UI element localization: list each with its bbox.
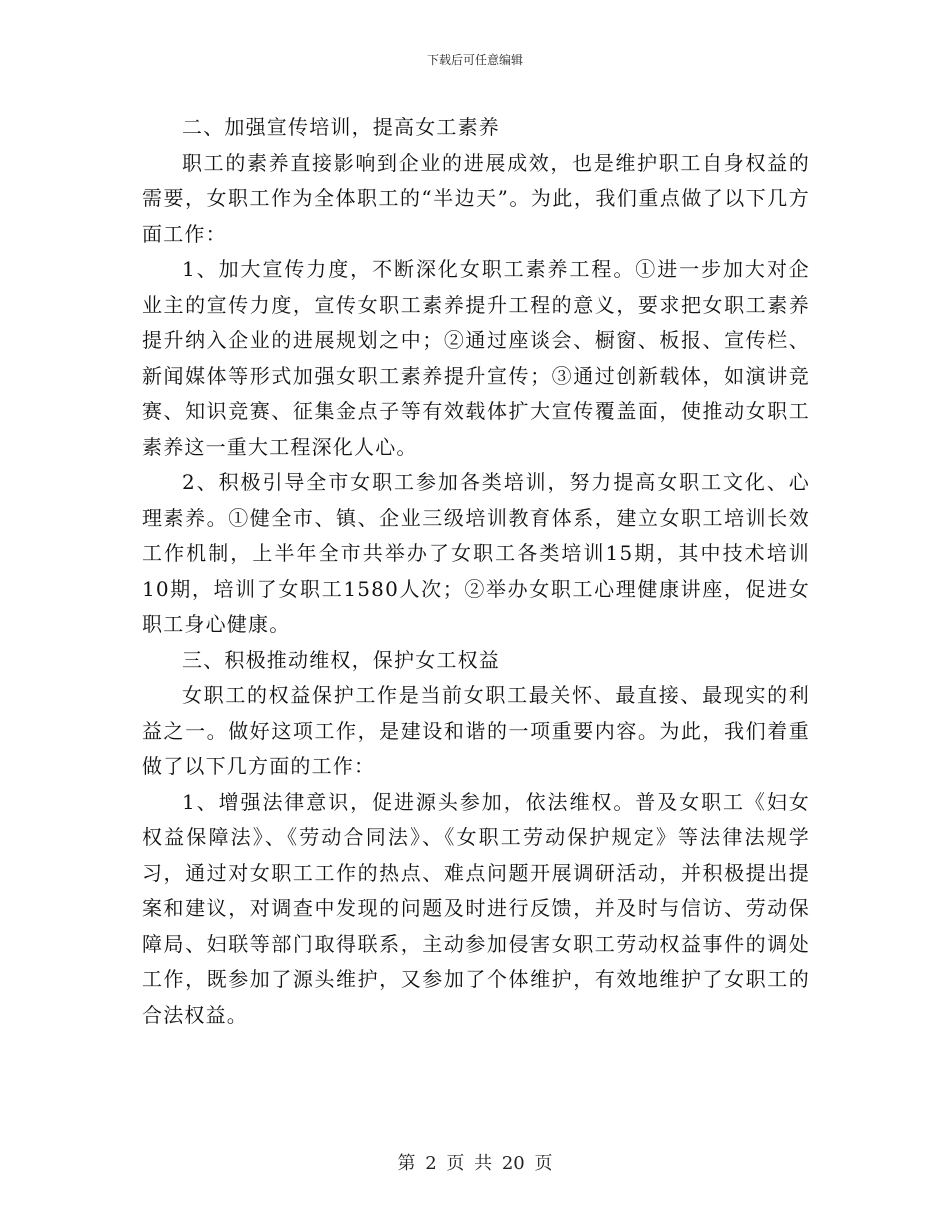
paragraph: 女职工的权益保护工作是当前女职工最关怀、最直接、最现实的利益之一。做好这项工作，是建设和谐的一项重要内容。为此，我们着重做了以下几方面的工作：	[142, 683, 810, 778]
paragraph: 2、积极引导全市女职工参加各类培训，努力提高女职工文化、心理素养。①健全市、镇、企业三级培训教育体系，建立女职工培训长效工作机制，上半年全市共举办了女职工各类培训15期，其中技术培训10期，培训了女职工1580人次；②举办女职工心理健康讲座，促进女职工身心健康。	[142, 470, 810, 636]
paragraph: 1、增强法律意识，促进源头参加，依法维权。普及女职工《妇女权益保障法》、《劳动合同法》、《女职工劳动保护规定》等法律法规学习，通过对女职工工作的热点、难点问题开展调研活动，并积极提出提案和建议，对调查中发现的问题及时进行反馈，并及时与信访、劳动保障局、妇联等部门取得联系，主动参加侵害女职工劳动权益事件的调处工作，既参加了源头维护，又参加了个体维护，有效地维护了女职工的合法权益。	[142, 789, 810, 1027]
document-body	[142, 110, 810, 1033]
paragraph: 1、加大宣传力度，不断深化女职工素养工程。①进一步加大对企业主的宣传力度，宣传女职工素养提升工程的意义，要求把女职工素养提升纳入企业的进展规划之中；②通过座谈会、橱窗、板报、宣传栏、新闻媒体等形式加强女职工素养提升宣传；③通过创新载体，如演讲竞赛、知识竞赛、征集金点子等有效载体扩大宣传覆盖面，使推动女职工素养这一重大工程深化人心。	[142, 257, 810, 459]
page-header: 下载后可任意编辑	[426, 53, 523, 67]
page-footer: 第 2 页 共 20 页	[397, 1153, 553, 1174]
paragraph: 职工的素养直接影响到企业的进展成效，也是维护职工自身权益的需要，女职工作为全体职工的“半边天”。为此，我们重点做了以下几方面工作：	[142, 150, 810, 246]
section-heading-3: 三、积极推动维权，保护女工权益	[182, 647, 500, 672]
section-heading-2: 二、加强宣传培训，提高女工素养	[182, 115, 500, 139]
